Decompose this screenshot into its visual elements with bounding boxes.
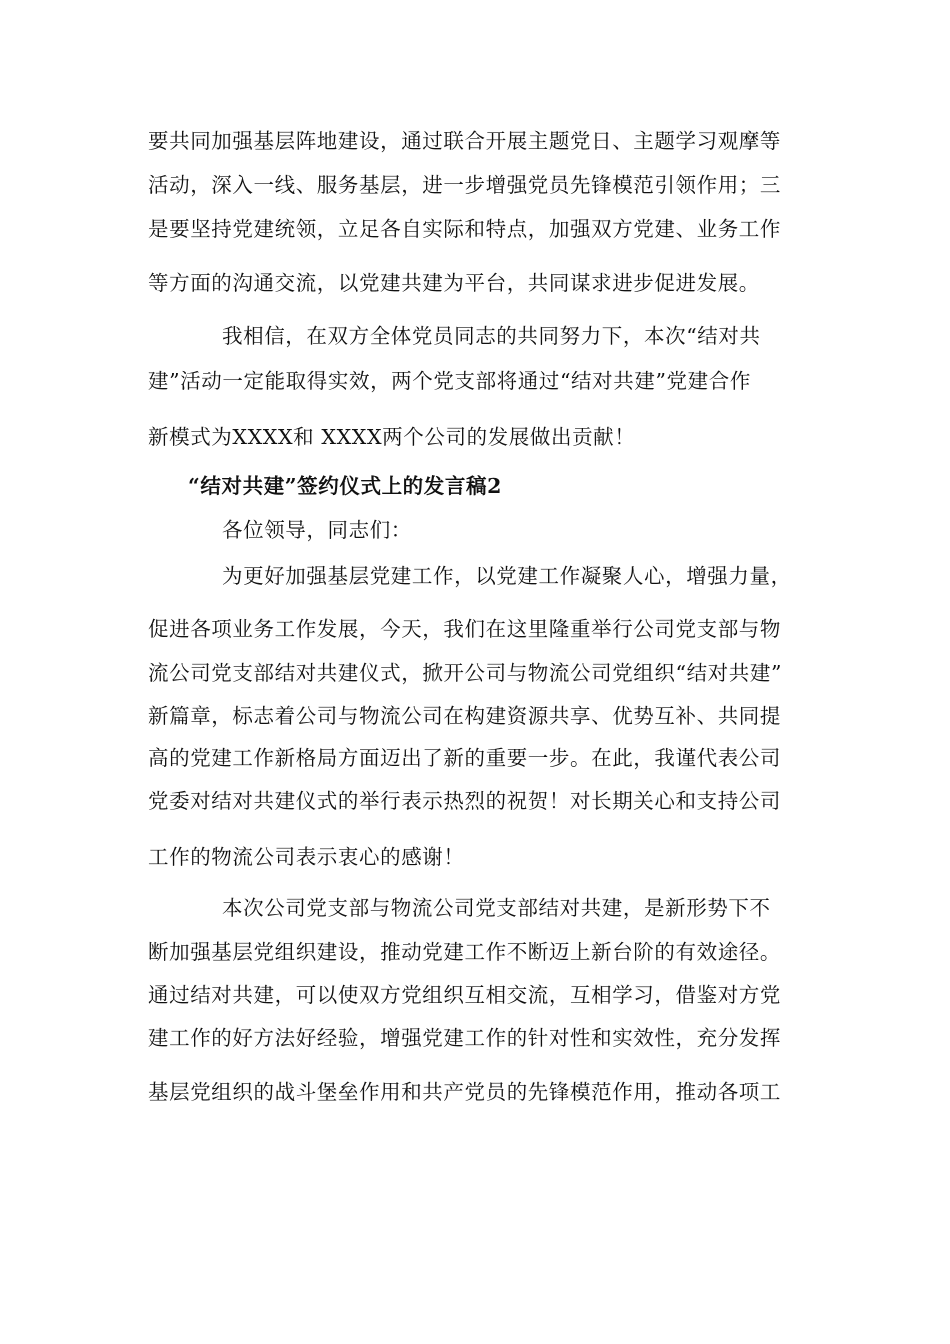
paragraph-line: 等方面的沟通交流，以党建共建为平台，共同谋求进步促进发展。 (148, 271, 760, 295)
paragraph-line: 促进各项业务工作发展，今天，我们在这里隆重举行公司党支部与物 (148, 617, 781, 641)
paragraph-line: 是要坚持党建统领，立足各自实际和特点，加强双方党建、业务工作 (148, 217, 781, 241)
paragraph-line: 活动，深入一线、服务基层，进一步增强党员先锋模范引领作用；三 (148, 173, 781, 197)
paragraph-line: 新模式为XXXX和 XXXX两个公司的发展做出贡献！ (148, 425, 636, 449)
paragraph-line: 通过结对共建，可以使双方党组织互相交流，互相学习，借鉴对方党 (148, 983, 781, 1007)
paragraph-line: 工作的物流公司表示衷心的感谢！ (148, 845, 465, 869)
paragraph-line: 为更好加强基层党建工作，以党建工作凝聚人心，增强力量， (222, 564, 792, 588)
paragraph-line: 本次公司党支部与物流公司党支部结对共建，是新形势下不 (222, 896, 771, 920)
paragraph-line: 我相信，在双方全体党员同志的共同努力下，本次“结对共 (222, 324, 761, 348)
paragraph-line: 建工作的好方法好经验，增强党建工作的针对性和实效性，充分发挥 (148, 1026, 781, 1050)
section-heading: “结对共建”签约仪式上的发言稿2 (188, 474, 502, 498)
paragraph-line: 要共同加强基层阵地建设，通过联合开展主题党日、主题学习观摩等 (148, 129, 781, 153)
paragraph-line: 高的党建工作新格局方面迈出了新的重要一步。在此，我谨代表公司 (148, 746, 781, 770)
paragraph-line: 建”活动一定能取得实效，两个党支部将通过“结对共建”党建合作 (148, 369, 751, 393)
paragraph-line: 新篇章，标志着公司与物流公司在构建资源共享、优势互补、共同提 (148, 704, 781, 728)
paragraph-line: 流公司党支部结对共建仪式，掀开公司与物流公司党组织“结对共建” (148, 661, 783, 685)
paragraph-line: 基层党组织的战斗堡垒作用和共产党员的先锋模范作用，推动各项工 (148, 1080, 781, 1104)
salutation: 各位领导，同志们： (222, 518, 412, 542)
paragraph-line: 党委对结对共建仪式的举行表示热烈的祝贺！对长期关心和支持公司 (148, 789, 781, 813)
paragraph-line: 断加强基层党组织建设，推动党建工作不断迈上新台阶的有效途径。 (148, 940, 781, 964)
